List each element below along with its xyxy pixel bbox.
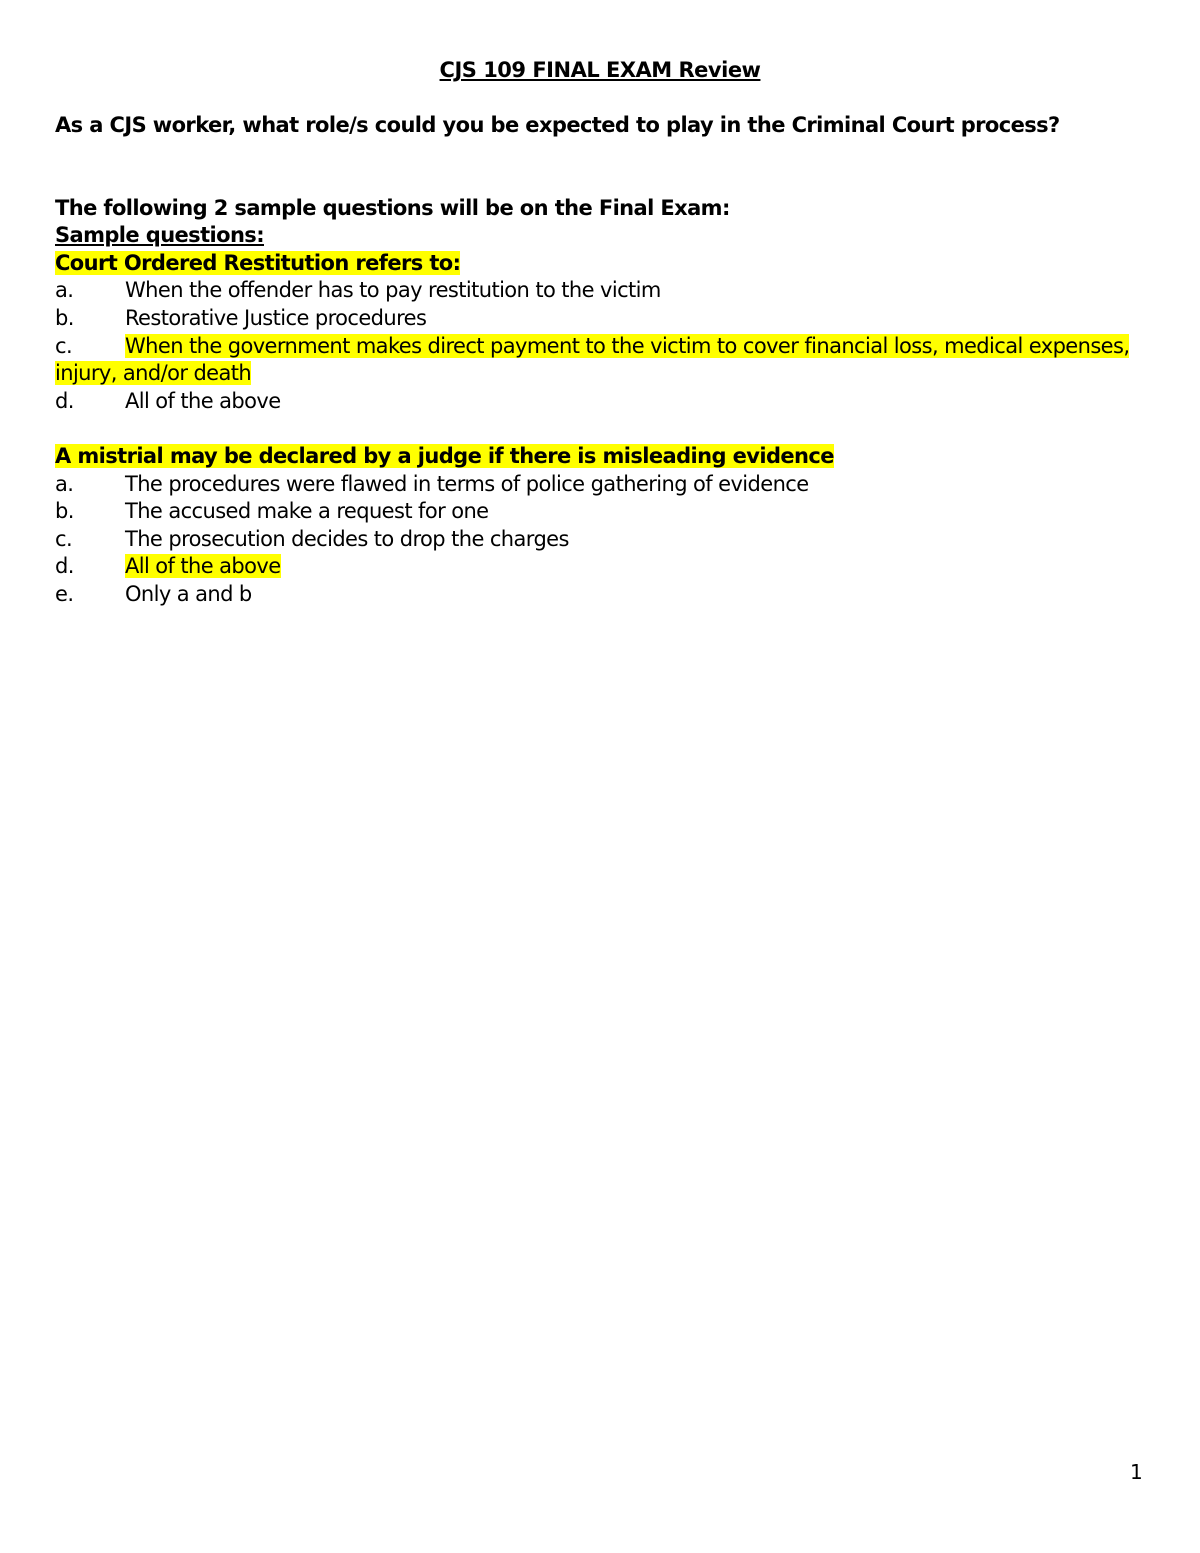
option-text: The accused make a request for one (125, 499, 489, 524)
option-text: The prosecution decides to drop the charges (125, 526, 569, 551)
option-letter: b. (55, 499, 74, 524)
option-text: All of the above (125, 388, 281, 413)
option-letter: c. (55, 333, 73, 358)
question-1-option-d (55, 388, 1145, 416)
question-1-prompt (55, 250, 1145, 278)
question-1-option-b (55, 305, 1145, 333)
option-text-highlighted: All of the above (125, 554, 281, 579)
question-1 (55, 250, 1145, 416)
document-body (55, 112, 1145, 609)
question-2-option-e (55, 581, 1145, 609)
option-text: When the offender has to pay restitution to the victim (125, 278, 661, 303)
spacer (55, 415, 1145, 443)
page-title-text: CJS 109 FINAL EXAM Review (439, 58, 761, 82)
sample-heading: Sample questions: (55, 223, 264, 248)
question-2-prompt (55, 443, 1145, 471)
question-1-prompt-text: Court Ordered Restitution refers to: (55, 250, 461, 275)
question-1-option-a (55, 277, 1145, 305)
question-2-option-b (55, 498, 1145, 526)
option-letter: b. (55, 305, 74, 330)
question-1-option-c (55, 333, 1145, 388)
intro-question: As a CJS worker, what role/s could you be expected to play in the Criminal Court process? (55, 113, 1060, 137)
option-text: The procedures were flawed in terms of police gathering of evidence (125, 471, 809, 496)
option-letter: a. (55, 471, 74, 496)
question-2-option-c (55, 526, 1145, 554)
option-letter: a. (55, 278, 74, 303)
question-2-prompt-text: A mistrial may be declared by a judge if there is misleading evidence (55, 443, 834, 468)
question-2 (55, 443, 1145, 609)
spacer (55, 140, 1145, 195)
question-2-option-d (55, 553, 1145, 581)
question-2-option-a (55, 471, 1145, 499)
option-text: Only a and b (125, 581, 252, 606)
page-title (0, 56, 1200, 84)
option-text-highlighted: When the government makes direct payment to the victim to cover financial loss, medical expenses, injury, and/or death (55, 333, 1130, 386)
page-number: 1 (1130, 1460, 1143, 1484)
option-letter: e. (55, 581, 74, 606)
option-letter: d. (55, 388, 74, 413)
option-text: Restorative Justice procedures (125, 305, 427, 330)
option-letter: d. (55, 554, 74, 579)
option-letter: c. (55, 526, 73, 551)
sample-intro: The following 2 sample questions will be on the Final Exam: (55, 195, 730, 220)
